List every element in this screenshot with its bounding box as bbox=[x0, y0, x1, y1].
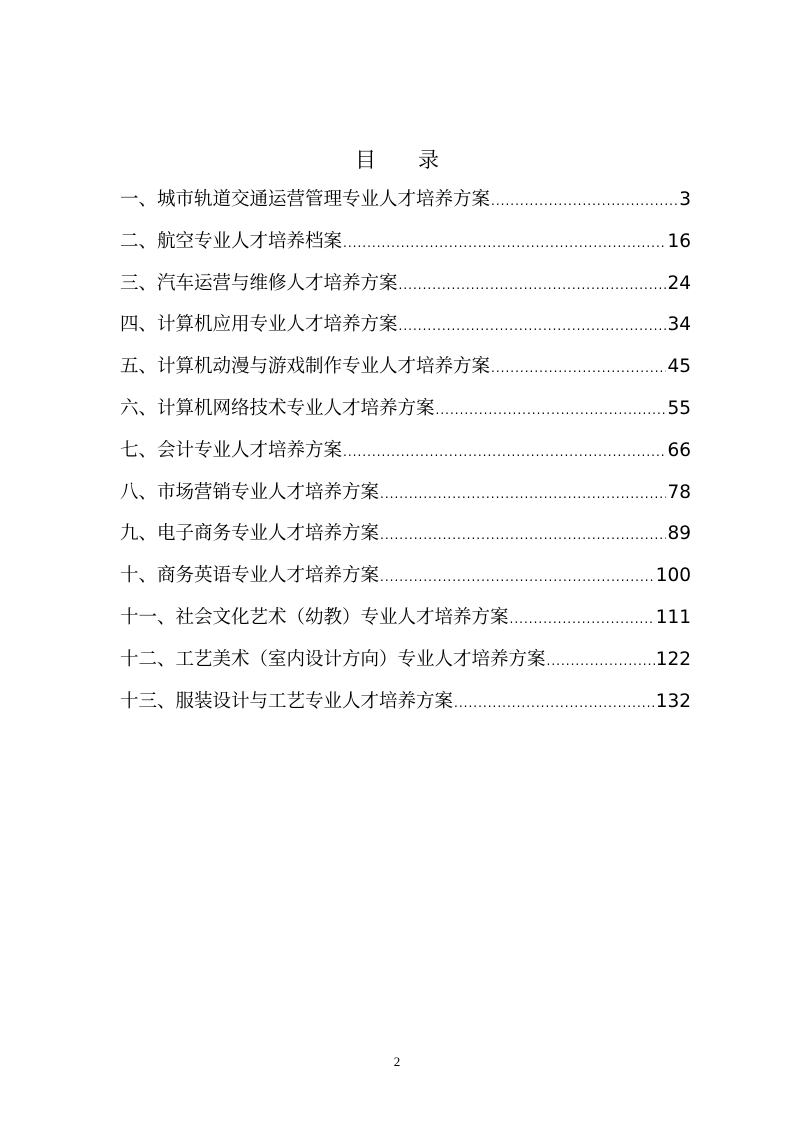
toc-title bbox=[0, 144, 794, 174]
toc-title-char-2: 录 bbox=[418, 148, 439, 172]
toc-entry[interactable] bbox=[120, 562, 691, 604]
table-of-contents bbox=[120, 186, 691, 729]
toc-entry-label[interactable]: 四、计算机应用专业人才培养方案 bbox=[120, 314, 398, 336]
toc-title-char-1: 目 bbox=[355, 148, 376, 172]
toc-entry-page[interactable]: 111 bbox=[655, 606, 691, 628]
toc-entry[interactable] bbox=[120, 646, 691, 688]
toc-entry-page[interactable]: 3 bbox=[679, 189, 691, 210]
toc-entry-label[interactable]: 三、汽车运营与维修人才培养方案 bbox=[120, 272, 398, 294]
toc-entry-page[interactable]: 55 bbox=[667, 397, 691, 419]
toc-entry[interactable] bbox=[120, 688, 691, 730]
dot-leader bbox=[510, 605, 655, 633]
toc-entry-label[interactable]: 十三、服装设计与工艺专业人才培养方案 bbox=[120, 690, 454, 712]
toc-entry-label[interactable]: 六、计算机网络技术专业人才培养方案 bbox=[120, 397, 435, 419]
toc-entry-page[interactable]: 78 bbox=[667, 481, 691, 503]
dot-leader bbox=[491, 354, 666, 382]
toc-entry-label[interactable]: 一、城市轨道交通运营管理专业人才培养方案 bbox=[120, 189, 491, 210]
dot-leader bbox=[547, 647, 655, 675]
toc-entry-label[interactable]: 十一、社会文化艺术（幼教）专业人才培养方案 bbox=[120, 606, 509, 628]
toc-entry-label[interactable]: 七、会计专业人才培养方案 bbox=[120, 439, 343, 461]
dot-leader bbox=[380, 563, 655, 591]
toc-entry-page[interactable]: 34 bbox=[667, 314, 691, 336]
dot-leader bbox=[380, 480, 666, 508]
toc-entry-label[interactable]: 二、航空专业人才培养档案 bbox=[120, 230, 343, 252]
toc-entry[interactable] bbox=[120, 228, 691, 270]
dot-leader bbox=[399, 312, 667, 340]
toc-entry[interactable] bbox=[120, 270, 691, 312]
page-number: 2 bbox=[393, 1054, 401, 1069]
dot-leader bbox=[399, 271, 667, 299]
toc-entry-page[interactable]: 66 bbox=[667, 439, 691, 461]
toc-entry-page[interactable]: 45 bbox=[667, 356, 691, 378]
toc-entry-page[interactable]: 24 bbox=[667, 272, 691, 294]
toc-entry[interactable] bbox=[120, 479, 691, 521]
toc-entry-page[interactable]: 100 bbox=[655, 565, 691, 587]
dot-leader bbox=[491, 187, 678, 215]
toc-entry[interactable] bbox=[120, 353, 691, 395]
toc-entry[interactable] bbox=[120, 395, 691, 437]
dot-leader bbox=[436, 396, 667, 424]
dot-leader bbox=[343, 229, 666, 257]
toc-entry[interactable] bbox=[120, 186, 691, 228]
toc-entry-page[interactable]: 122 bbox=[655, 648, 691, 670]
toc-entry-label[interactable]: 五、计算机动漫与游戏制作专业人才培养方案 bbox=[120, 356, 491, 378]
toc-entry[interactable] bbox=[120, 604, 691, 646]
toc-entry-page[interactable]: 132 bbox=[655, 690, 691, 712]
toc-entry-label[interactable]: 十二、工艺美术（室内设计方向）专业人才培养方案 bbox=[120, 648, 546, 670]
toc-entry[interactable] bbox=[120, 311, 691, 353]
dot-leader bbox=[454, 689, 655, 717]
dot-leader bbox=[343, 438, 666, 466]
toc-entry-label[interactable]: 八、市场营销专业人才培养方案 bbox=[120, 481, 380, 503]
toc-entry-label[interactable]: 十、商务英语专业人才培养方案 bbox=[120, 565, 380, 587]
dot-leader bbox=[380, 521, 666, 549]
toc-entry[interactable] bbox=[120, 520, 691, 562]
toc-entry[interactable] bbox=[120, 437, 691, 479]
toc-entry-page[interactable]: 16 bbox=[667, 230, 691, 252]
toc-entry-page[interactable]: 89 bbox=[667, 523, 691, 545]
toc-entry-label[interactable]: 九、电子商务专业人才培养方案 bbox=[120, 523, 380, 545]
